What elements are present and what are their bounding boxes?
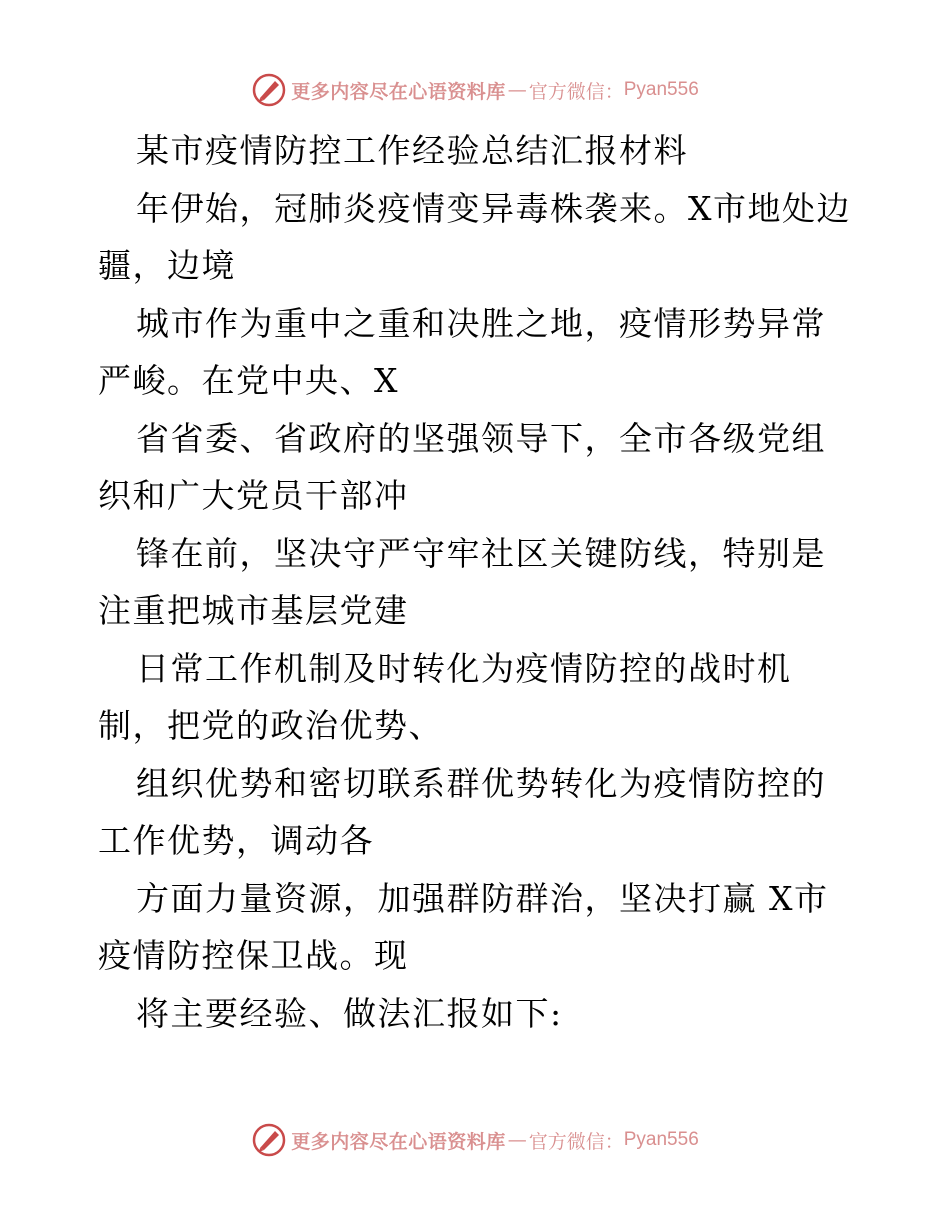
paragraph: 年伊始，冠肺炎疫情变异毒株袭来。X市地处边疆，边境: [98, 188, 851, 285]
pen-logo-icon: [251, 1122, 287, 1158]
paragraph: 将主要经验、做法汇报如下:: [136, 993, 563, 1033]
paragraph: 锋在前，坚决守严守牢社区关键防线，特别是注重把城市基层党建: [98, 533, 826, 630]
watermark-wechat-label: 官方微信：: [528, 1130, 624, 1153]
paragraph: 日常工作机制及时转化为疫情防控的战时机制，把党的政治优势、: [98, 648, 792, 745]
paragraph: 省省委、省政府的坚强领导下，全市各级党组织和广大党员干部冲: [98, 418, 826, 515]
paragraph: 方面力量资源，加强群防群治，坚决打赢 X市疫情防控保卫战。现: [98, 878, 829, 975]
watermark-wechat-id: Pyan556: [623, 79, 699, 100]
document-title: 某市疫情防控工作经验总结汇报材料: [136, 131, 688, 170]
watermark-wechat-id: Pyan556: [623, 1129, 699, 1150]
watermark-separator: —: [507, 79, 527, 101]
header-watermark: [0, 70, 950, 110]
watermark-separator: —: [507, 1129, 527, 1151]
paragraph: 城市作为重中之重和决胜之地，疫情形势异常严峻。在党中央、X: [98, 303, 826, 400]
pen-logo-icon: [251, 72, 287, 108]
document-body: [98, 122, 858, 1042]
watermark-text: 更多内容尽在心语资料库: [291, 80, 506, 103]
paragraph: 组织优势和密切联系群优势转化为疫情防控的工作优势，调动各: [98, 763, 826, 860]
watermark-wechat-label: 官方微信：: [528, 80, 624, 103]
watermark-text: 更多内容尽在心语资料库: [291, 1130, 506, 1153]
footer-watermark: [0, 1120, 950, 1160]
